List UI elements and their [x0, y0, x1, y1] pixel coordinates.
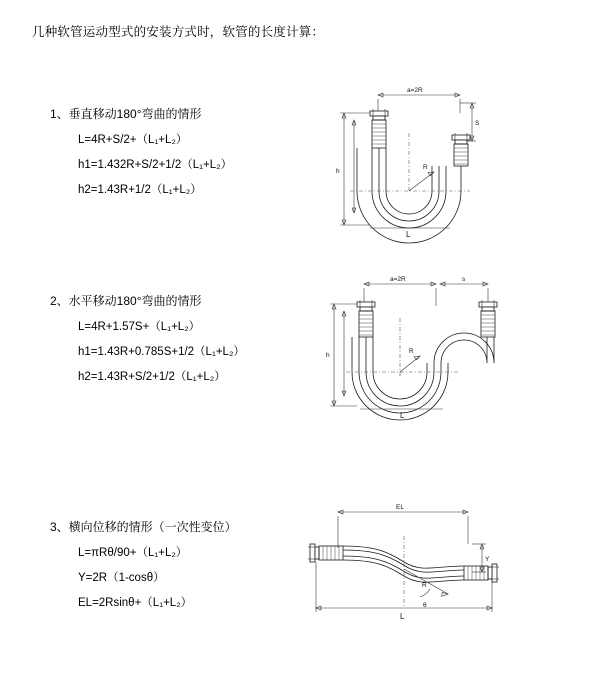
- figure-horizontal-180-bend: [308, 260, 513, 440]
- section-1-title: 1、垂直移动180°弯曲的情形: [50, 107, 202, 121]
- dim-label-h-2: h: [326, 352, 330, 359]
- dim-label-r: R: [423, 164, 428, 171]
- section-3-formula-2: Y=2R（1-cosθ）: [78, 572, 165, 584]
- figure-1-svg: [310, 73, 510, 263]
- dim-label-l-2: L: [400, 411, 405, 420]
- figure-2-svg: [308, 260, 513, 440]
- section-1-formula-1: L=4R+S/2+（L₁+L₂）: [78, 134, 188, 146]
- section-2-formula-2: h1=1.43R+0.785S+1/2（L₁+L₂）: [78, 346, 245, 358]
- section-1-formula-3: h2=1.43R+1/2（L₁+L₂）: [78, 184, 202, 196]
- dim-label-l: L: [406, 230, 411, 239]
- dim-label-s-2: s: [462, 276, 466, 283]
- section-3-title: 3、横向位移的情形（一次性变位）: [50, 520, 237, 534]
- dim-label-el: EL: [396, 504, 404, 511]
- section-2-title: 2、水平移动180°弯曲的情形: [50, 294, 202, 308]
- dim-label-r-2: R: [409, 348, 414, 355]
- figure-vertical-180-bend: [310, 73, 510, 263]
- section-3-text: [50, 518, 300, 619]
- section-3-formula-3: EL=2Rsinθ+（L₁+L₂）: [78, 597, 193, 609]
- section-3-formula-1: L=πRθ/90+（L₁+L₂）: [78, 547, 188, 559]
- section-1-formula-2: h1=1.432R+S/2+1/2（L₁+L₂）: [78, 159, 233, 171]
- dim-label-a2r-2: a=2R: [390, 276, 406, 283]
- dim-label-a2r: a=2R: [407, 87, 423, 94]
- figure-3-svg: [296, 486, 511, 636]
- section-2-formula-3: h2=1.43R+S/2+1/2（L₁+L₂）: [78, 371, 226, 383]
- page-title: 几种软管运动型式的安装方式时，软管的长度计算：: [32, 25, 325, 39]
- dim-label-h: h: [336, 168, 340, 175]
- dim-label-l-3: L: [400, 612, 405, 621]
- dim-label-s: S: [475, 120, 480, 127]
- section-2-text: [50, 292, 300, 393]
- figure-lateral-offset: [296, 486, 511, 636]
- section-1-text: [50, 105, 300, 206]
- section-2-formula-1: L=4R+1.57S+（L₁+L₂）: [78, 321, 201, 333]
- dim-label-theta: θ: [423, 602, 427, 609]
- dim-label-y: Y: [485, 556, 490, 563]
- dim-label-r-3: R: [422, 582, 427, 589]
